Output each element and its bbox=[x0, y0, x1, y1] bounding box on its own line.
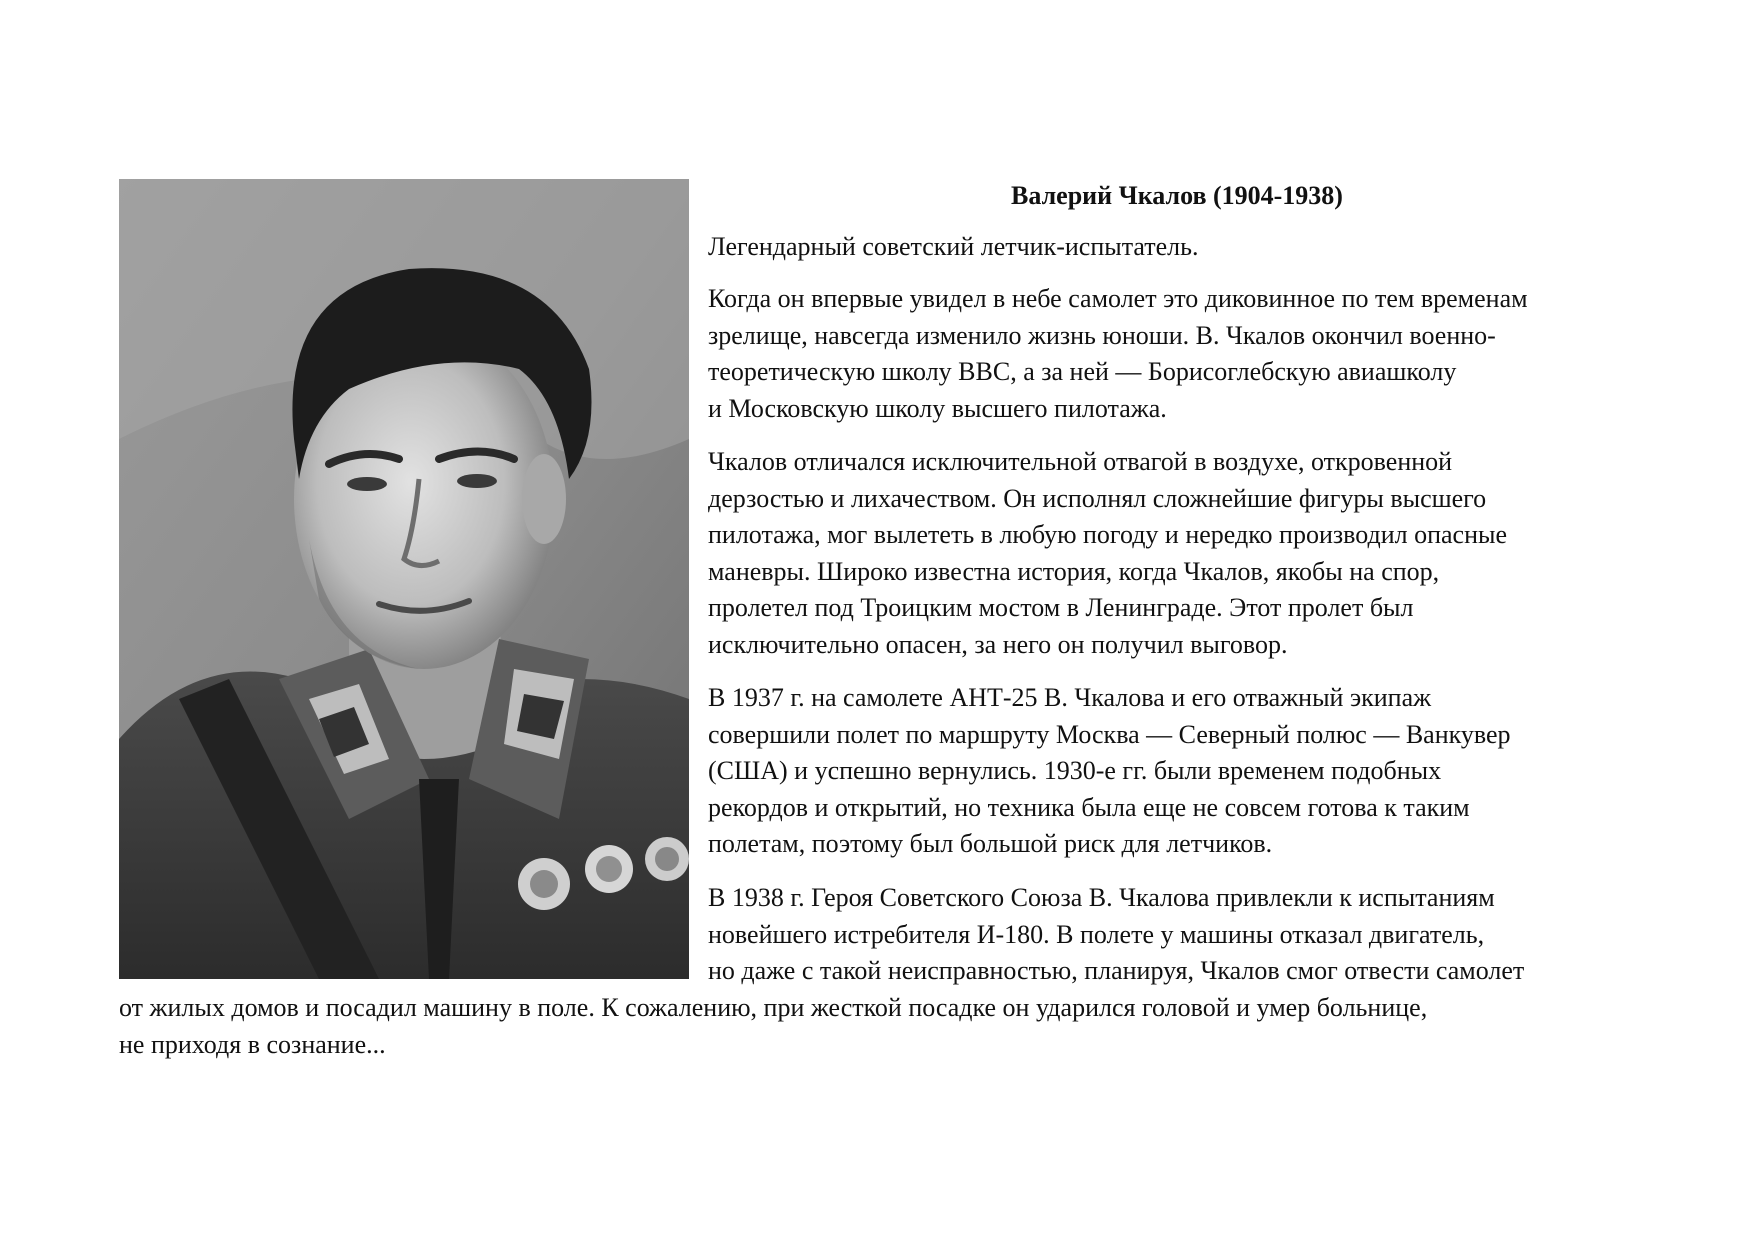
text-line: и Московскую школу высшего пилотажа. bbox=[708, 393, 1167, 423]
text-line: В 1938 г. Героя Советского Союза В. Чкалова привлекли к испытаниям bbox=[708, 883, 1495, 912]
text-line: совершили полет по маршруту Москва — Северный полюс — Ванкувер bbox=[708, 719, 1511, 749]
text-line: от жилых домов и посадил машину в поле. К сожалению, при жесткой посадке он ударился головой и умер больнице, bbox=[119, 993, 1428, 1022]
text-line: пролетел под Троицким мостом в Ленинграде. Этот пролет был bbox=[708, 593, 1414, 622]
paragraph-death-1938 bbox=[708, 880, 1524, 990]
text-line: полетам, поэтому был большой риск для летчиков. bbox=[708, 829, 1273, 858]
text-line: рекордов и открытий, но техника была еще не совсем готова к таким bbox=[708, 792, 1470, 822]
text-line: Когда он впервые увидел в небе самолет это диковинное по тем временам bbox=[708, 284, 1528, 313]
text-line: дерзостью и лихачеством. Он исполнял сложнейшие фигуры высшего bbox=[708, 483, 1487, 513]
text-line: исключительно опасен, за него он получил выговор. bbox=[708, 629, 1288, 659]
paragraph-courage bbox=[708, 444, 1507, 663]
text-line: маневры. Широко известна история, когда Чкалов, якобы на спор, bbox=[708, 556, 1440, 586]
text-line: Легендарный советский летчик-испытатель. bbox=[708, 232, 1199, 261]
text-line: В 1937 г. на самолете АНТ-25 В. Чкалова и его отважный экипаж bbox=[708, 683, 1432, 712]
intro-paragraph bbox=[708, 229, 1199, 266]
text-line: но даже с такой неисправностью, планируя, Чкалов смог отвести самолет bbox=[708, 956, 1525, 985]
text-line: (США) и успешно вернулись. 1930-е гг. были временем подобных bbox=[708, 756, 1442, 785]
portrait-photo bbox=[119, 179, 689, 979]
text-line: пилотажа, мог вылететь в любую погоду и нередко производил опасные bbox=[708, 520, 1508, 549]
text-line: новейшего истребителя И-180. В полете у машины отказал двигатель, bbox=[708, 919, 1485, 949]
paragraph-education bbox=[708, 281, 1528, 427]
text-line: не приходя в сознание... bbox=[119, 1029, 386, 1059]
text-line: зрелище, навсегда изменило жизнь юноши. В. Чкалов окончил военно- bbox=[708, 320, 1496, 350]
article-title: Валерий Чкалов (1904-1938) bbox=[1011, 181, 1343, 210]
paragraph-death-continuation bbox=[119, 990, 1427, 1063]
paragraph-flight-1937 bbox=[708, 680, 1511, 863]
text-line: теоретическую школу ВВС, а за ней — Борисоглебскую авиашколу bbox=[708, 357, 1457, 386]
text-line: Чкалов отличался исключительной отвагой в воздухе, откровенной bbox=[708, 447, 1453, 476]
